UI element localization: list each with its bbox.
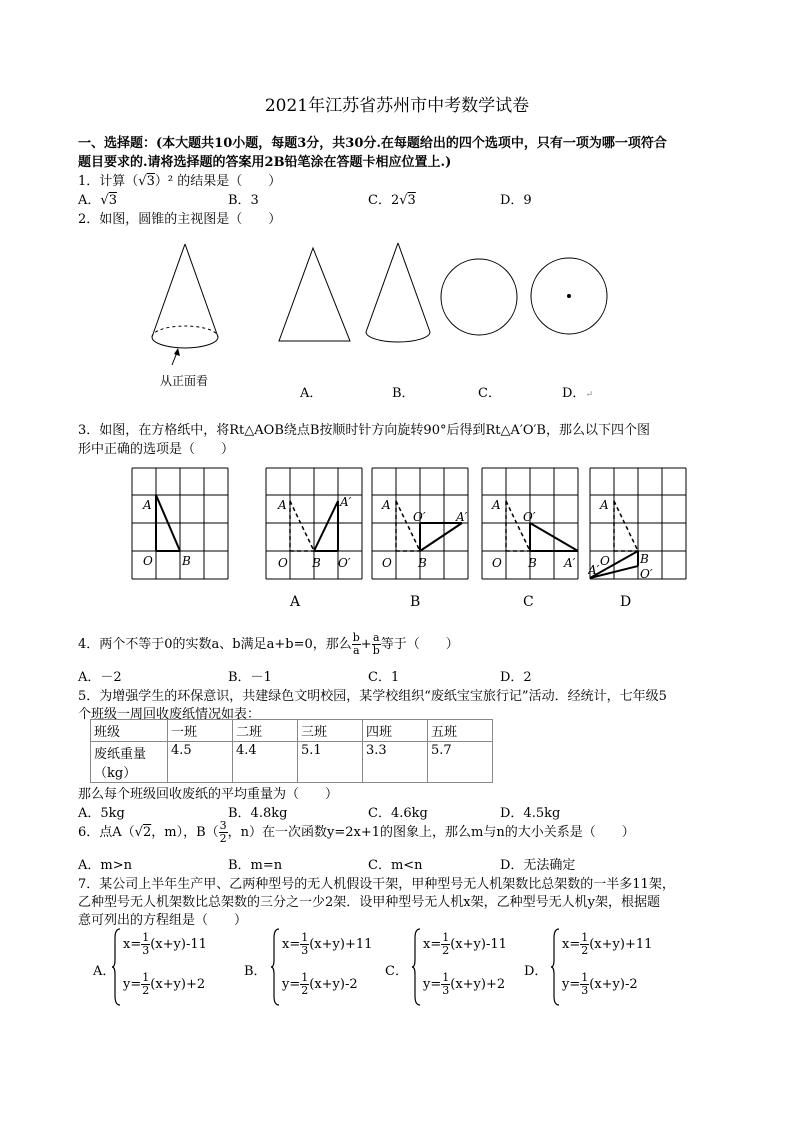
- svg-text:B: B: [640, 552, 649, 566]
- q2-option-a-figure[interactable]: [275, 245, 360, 345]
- section-heading-line1: 一、选择题：(本大题共10小题，每题3分，共30分.在每题给出的四个选项中，只有一项为哪一项符合: [78, 136, 667, 151]
- svg-text:O′: O′: [338, 556, 351, 570]
- svg-text:B: B: [528, 556, 537, 570]
- q5-option-a[interactable]: A．5kg: [78, 806, 125, 821]
- q4-stem: 4．两个不等于0的实数a、b满足a+b=0，那么 $\frac{b}{a}$ + $\frac{a}{b}$ 等于（ ）: [78, 631, 459, 657]
- q7-line1: 7．某公司上半年生产甲、乙两种型号的无人机假设干架，甲种型号无人机架数比总架数的一半多11架，: [78, 877, 675, 892]
- svg-text:A: A: [600, 498, 609, 512]
- table-cell: 一班: [168, 720, 233, 742]
- q6-stem: 6．点A（√2，m），B（ $\frac{3}{2}$ ，n）在一次函数y=2x+1的图象上，那么m与n的大小关系是（ ）: [78, 819, 635, 845]
- q2-option-c-figure[interactable]: [438, 255, 523, 340]
- q1-option-b[interactable]: B．3: [228, 193, 259, 208]
- table-cell: 3.3: [363, 742, 428, 783]
- q7-line3: 意可列出的方程组是（ ）: [78, 913, 248, 928]
- q4-option-a[interactable]: A．－2: [78, 670, 122, 685]
- q6-option-a[interactable]: A．m>n: [78, 858, 132, 873]
- q6-option-d[interactable]: D．无法确定: [500, 858, 576, 873]
- q3-label-c: C: [523, 594, 534, 610]
- q3-option-b-figure[interactable]: [370, 466, 470, 586]
- q3-option-a-figure[interactable]: [264, 466, 364, 586]
- q3-line1: 3．如图，在方格纸中，将Rt△AOB绕点B按顺时针方向旋转90°后得到Rt△A′O′B，那么以下四个图: [78, 423, 650, 438]
- q2-cone-figure: [130, 240, 240, 395]
- q1-option-a[interactable]: A．√3: [78, 193, 117, 208]
- page-title: 2021年江苏省苏州市中考数学试卷: [264, 96, 530, 116]
- q6-frac-3-over-2: $\frac{3}{2}$: [219, 819, 227, 845]
- svg-text:B: B: [182, 554, 191, 568]
- q2-view-caption: 从正面看: [160, 374, 209, 388]
- svg-text:A: A: [143, 498, 152, 512]
- table-cell: 四班: [363, 720, 428, 742]
- q7-option-d[interactable]: D． x= $\frac{1}{2}$ (x+y)+11 y= $\frac{1}{3}$ (x+y)-2: [524, 928, 674, 1008]
- q4-frac-b-over-a: $\frac{b}{a}$: [352, 631, 360, 657]
- q1-stem-post: ）² 的结果是（ ）: [154, 174, 282, 189]
- q2-option-c[interactable]: C．: [478, 386, 501, 401]
- q2-option-d[interactable]: D．↵: [562, 386, 593, 401]
- q6-option-c[interactable]: C．m<n: [368, 858, 423, 873]
- q2-option-b-figure[interactable]: [360, 240, 440, 350]
- svg-text:O′: O′: [413, 510, 426, 524]
- svg-text:O′: O′: [640, 567, 653, 581]
- table-row: [91, 720, 493, 742]
- q1-option-c[interactable]: C．2√3: [368, 193, 416, 208]
- q7-line2: 乙种型号无人机架数比总架数的三分之一少2架．设甲种型号无人机x架，乙种型号无人机y架，根据题: [78, 895, 660, 910]
- svg-text:A′: A′: [456, 510, 468, 524]
- svg-text:A: A: [382, 498, 391, 512]
- q5-option-c[interactable]: C．4.6kg: [368, 806, 428, 821]
- q7-option-c[interactable]: C． x= $\frac{1}{2}$ (x+y)-11 y= $\frac{1}{3}$ (x+y)+2: [385, 928, 525, 1008]
- svg-text:O′: O′: [523, 510, 536, 524]
- q3-line2: 形中正确的选项是（ ）: [78, 442, 235, 457]
- q3-original-figure: [130, 466, 230, 586]
- q1-option-d[interactable]: D．9: [500, 193, 532, 208]
- q1-stem-pre: 1．计算（: [78, 174, 139, 189]
- q2-option-a[interactable]: A．: [300, 386, 323, 401]
- table-cell: 5.1: [298, 742, 363, 783]
- table-cell: 4.5: [168, 742, 233, 783]
- svg-text:O: O: [492, 556, 502, 570]
- q5-line2: 个班级一周回收废纸情况如表：: [78, 707, 261, 722]
- q4-frac-a-over-b: $\frac{a}{b}$: [372, 631, 380, 657]
- q5-option-d[interactable]: D．4.5kg: [500, 806, 561, 821]
- q2-option-b[interactable]: B．: [392, 386, 415, 401]
- q4-option-b[interactable]: B．－1: [228, 670, 272, 685]
- table-cell: 废纸重量 （kg）: [91, 742, 168, 783]
- sqrt-symbol: √: [138, 174, 147, 189]
- svg-text:O: O: [600, 554, 610, 568]
- q1-stem: [78, 170, 281, 189]
- svg-text:O: O: [382, 556, 392, 570]
- q6-option-b[interactable]: B．m=n: [228, 858, 283, 873]
- table-cell: 五班: [428, 720, 493, 742]
- q3-option-d-figure[interactable]: [588, 466, 688, 586]
- table-row: [91, 742, 493, 783]
- q4-option-c[interactable]: C．1: [368, 670, 400, 685]
- table-cell: 4.4: [233, 742, 298, 783]
- q2-option-d-figure[interactable]: [528, 255, 613, 340]
- q3-label-b: B: [410, 594, 421, 610]
- table-cell: 二班: [233, 720, 298, 742]
- q3-label-a: A: [290, 594, 301, 610]
- q1-radicand: 3: [146, 174, 155, 189]
- svg-text:A′: A′: [564, 556, 576, 570]
- table-cell: 5.7: [428, 742, 493, 783]
- q7-option-a[interactable]: A． x= $\frac{1}{3}$ (x+y)-11 y= $\frac{1}{2}$ (x+y)+2: [93, 928, 243, 1008]
- q5-table: [90, 719, 493, 783]
- section-heading-line2: 题目要求的.请将选择题的答案用2B铅笔涂在答题卡相应位置上.): [78, 155, 452, 170]
- q4-option-d[interactable]: D．2: [500, 670, 532, 685]
- svg-text:B: B: [418, 556, 427, 570]
- svg-text:A′: A′: [340, 495, 352, 509]
- svg-text:O: O: [278, 556, 288, 570]
- q5-question: 那么每个班级回收废纸的平均重量为（ ）: [78, 787, 339, 802]
- svg-text:A: A: [278, 498, 287, 512]
- table-cell: 班级: [91, 720, 168, 742]
- table-cell: 三班: [298, 720, 363, 742]
- svg-text:A: A: [492, 498, 501, 512]
- q3-option-c-figure[interactable]: [480, 466, 580, 586]
- q5-line1: 5．为增强学生的环保意识，共建绿色文明校园，某学校组织“废纸宝宝旅行记”活动．经统计，七年级5: [78, 689, 667, 704]
- svg-text:A′: A′: [588, 563, 600, 577]
- q7-option-b[interactable]: B． x= $\frac{1}{3}$ (x+y)+11 y= $\frac{1}{2}$ (x+y)-2: [244, 928, 384, 1008]
- svg-text:B: B: [312, 556, 321, 570]
- q2-stem: 2．如图，圆锥的主视图是（ ）: [78, 212, 282, 227]
- q5-option-b[interactable]: B．4.8kg: [228, 806, 288, 821]
- svg-text:O: O: [143, 554, 153, 568]
- q3-label-d: D: [620, 594, 632, 610]
